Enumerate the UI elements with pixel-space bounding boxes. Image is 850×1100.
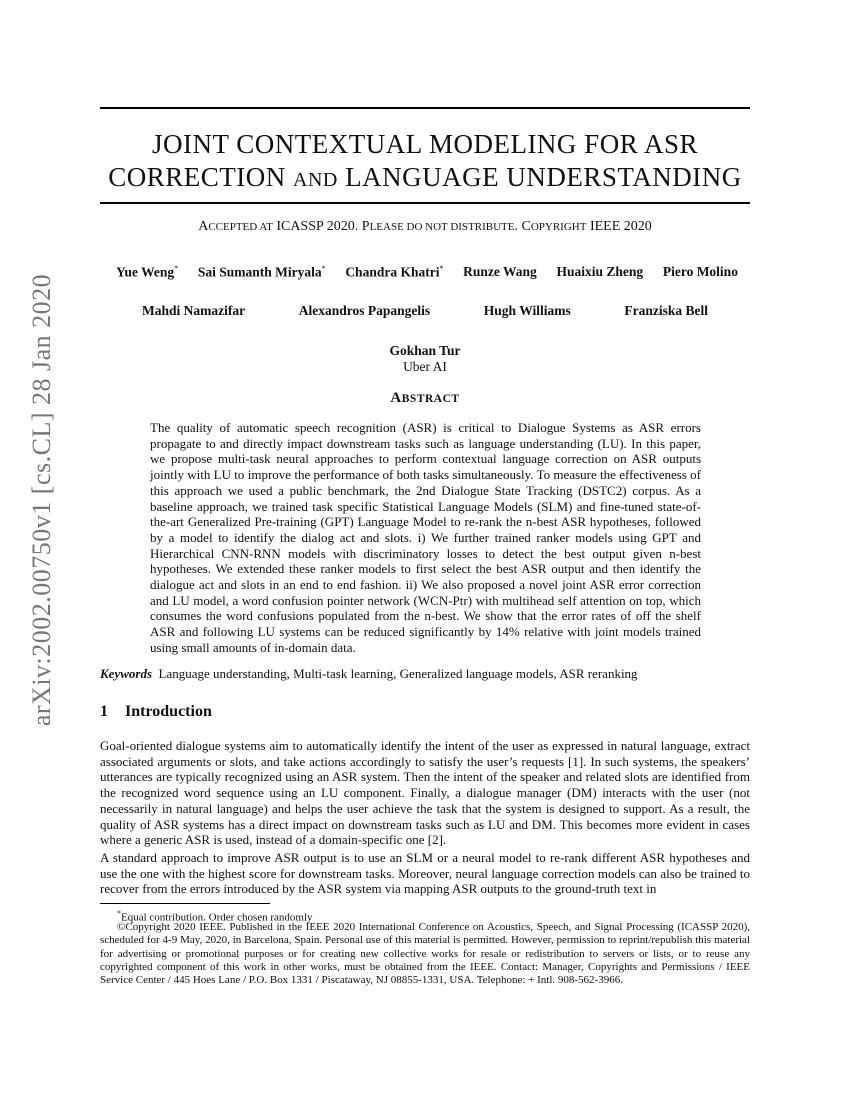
author-name: Hugh Williams	[483, 303, 571, 318]
keywords-label: Keywords	[100, 666, 152, 681]
section-heading	[100, 703, 212, 721]
author-name: Gokhan Tur	[389, 343, 461, 358]
accepted-dot-b: .	[514, 219, 522, 234]
arxiv-id: arXiv:2002.00750v1 [cs.CL] 28 Jan 2020	[27, 273, 56, 727]
author	[345, 264, 443, 281]
footnote-mark: *	[117, 909, 121, 918]
accepted-cap-a: A	[198, 219, 209, 234]
title-line-2-part-b: LANGUAGE UNDERSTANDING	[337, 162, 742, 192]
title-top-rule	[100, 107, 750, 109]
section-title: Introduction	[125, 703, 212, 720]
author-name: Franziska Bell	[624, 303, 708, 318]
section-number: 1	[100, 703, 108, 720]
author	[198, 264, 326, 281]
author-name: Chandra Khatri	[345, 264, 440, 280]
authors-row-2	[100, 303, 750, 319]
accepted-sc-b: LEASE DO NOT DISTRIBUTE	[369, 221, 515, 233]
title-line-2	[100, 161, 750, 197]
abstract-text: The quality of automatic speech recognition (ASR) is critical to Dialogue Systems as ASR errors propagate to and directly impact downstream tasks such as language understanding (LU). In this paper, we propose multi-task neural approaches to perform contextual language correction on ASR outputs jointly with LU to improve the performance of both tasks simultaneously. To measure the effectiveness of this approach we used a public benchmark, the 2nd Dialogue State Tracking (DSTC2) corpus. As a baseline approach, we trained task specific Statistical Language Models (SLM) and fine-tuned state-of-the-art Generalized Pre-training (GPT) Language Model to re-rank the n-best ASR hypotheses, followed by a model to identify the dialog act and slots. i) We further trained ranker models using GPT and Hierarchical CNN-RNN models with discriminatory losses to detect the best output given n-best hypotheses. We extended these ranker models to first select the best ASR output and then identify the dialogue act and slots in an end to end fashion. ii) We also proposed a novel joint ASR error correction and LU model, a word confusion pointer network (WCN-Ptr) with multihead self attention on top, which consumes the word confusions populated from the n-best. We show that the error rates of off the shelf ASR and following LU systems can be reduced significantly by 14% relative with joint models trained using small amounts of in-domain data.	[150, 420, 701, 655]
title-line-2-part-a: CORRECTION	[108, 162, 294, 192]
equal-contribution-mark: *	[439, 264, 444, 273]
abstract-heading-smallcaps: BSTRACT	[401, 393, 460, 405]
body-paragraph-1: Goal-oriented dialogue systems aim to automatically identify the intent of the user as expressed in natural language, extract associated arguments or slots, and take actions accordingly to satisfy the user’s requests [1]. In such systems, the speakers’ utterances are typically recognized using an ASR system. Then the intent of the speaker and related slots are identified from the recognized word sequence using an LU component. Finally, a dialogue manager (DM) interacts with the user (not necessarily in natural language) and helps the user achieve the task that the system is designed to support. As a result, the quality of ASR systems has a direct impact on downstream tasks such as LU and DM. This becomes more evident in cases where a generic ASR is used, instead of a domain-specific one [2].	[100, 738, 750, 848]
title-line-2-smallcaps: AND	[293, 169, 338, 191]
accepted-cap-b: P	[361, 219, 370, 234]
footnote-1-text: Equal contribution. Order chosen randomly	[121, 911, 313, 924]
equal-contribution-mark: *	[321, 264, 326, 273]
accepted-cap-c: C	[521, 219, 531, 234]
author-name: Yue Weng	[116, 264, 175, 280]
equal-contribution-mark: *	[174, 264, 179, 273]
author-last	[100, 343, 750, 375]
author	[116, 264, 178, 281]
accepted-rest-a: ICASSP 2020.	[272, 219, 362, 234]
authors-row-1	[100, 264, 750, 281]
author-name: Alexandros Papangelis	[298, 303, 431, 318]
keywords-line	[100, 666, 750, 682]
author	[663, 264, 738, 281]
author-name: Huaixiu Zheng	[556, 264, 644, 279]
title-bottom-rule	[100, 202, 750, 204]
author-name: Runze Wang	[463, 264, 537, 279]
keywords-text: Language understanding, Multi-task learning, Generalized language models, ASR reranking	[158, 666, 638, 681]
accepted-sc-c: OPYRIGHT	[530, 221, 587, 233]
title-line-1: JOINT CONTEXTUAL MODELING FOR ASR	[151, 129, 698, 159]
author-name: Piero Molino	[662, 264, 738, 279]
footnote-2-text: ©Copyright 2020 IEEE. Published in the IEEE 2020 International Conference on Acoustics, Speech, and Signal Processing (ICASSP 2020), scheduled for 4-9 May, 2020, in Barcelona, Spain. Personal use of this material is permitted. However, permission to reprint/republish this material for advertising or promotional purposes or for creating new collective works for resale or redistribution to servers or lists, or to reuse any copyrighted component of this work in other works, must be obtained from the IEEE. Contact: Manager, Copyrights and Permissions / IEEE Service Center / 445 Hoes Lane / P.O. Box 1331 / Piscataway, NJ 08855-1331, USA. Telephone: + Intl. 908-562-3966.	[100, 921, 750, 987]
author	[556, 264, 643, 281]
abstract-heading	[100, 390, 750, 407]
accepted-sc-a: CCEPTED AT	[208, 221, 273, 233]
accepted-notice	[100, 219, 750, 235]
paper-title	[100, 128, 750, 197]
author-name: Sai Sumanth Miryala	[197, 264, 322, 280]
arxiv-sidebar-stamp	[12, 273, 72, 727]
author	[463, 264, 537, 281]
footnote-2	[100, 921, 750, 987]
author-name: Mahdi Namazifar	[142, 303, 246, 318]
footnote-rule	[100, 903, 270, 904]
abstract-heading-cap: A	[390, 390, 402, 406]
body-paragraph-2: A standard approach to improve ASR output is to use an SLM or a neural model to re-rank different ASR hypotheses and use the one with the highest score for downstream tasks. Moreover, neural language correction models can also be trained to recover from the errors introduced by the ASR system via mapping ASR outputs to the ground-truth text in	[100, 850, 750, 897]
author-affiliation: Uber AI	[403, 359, 447, 374]
accepted-rest-c: IEEE 2020	[586, 219, 652, 234]
